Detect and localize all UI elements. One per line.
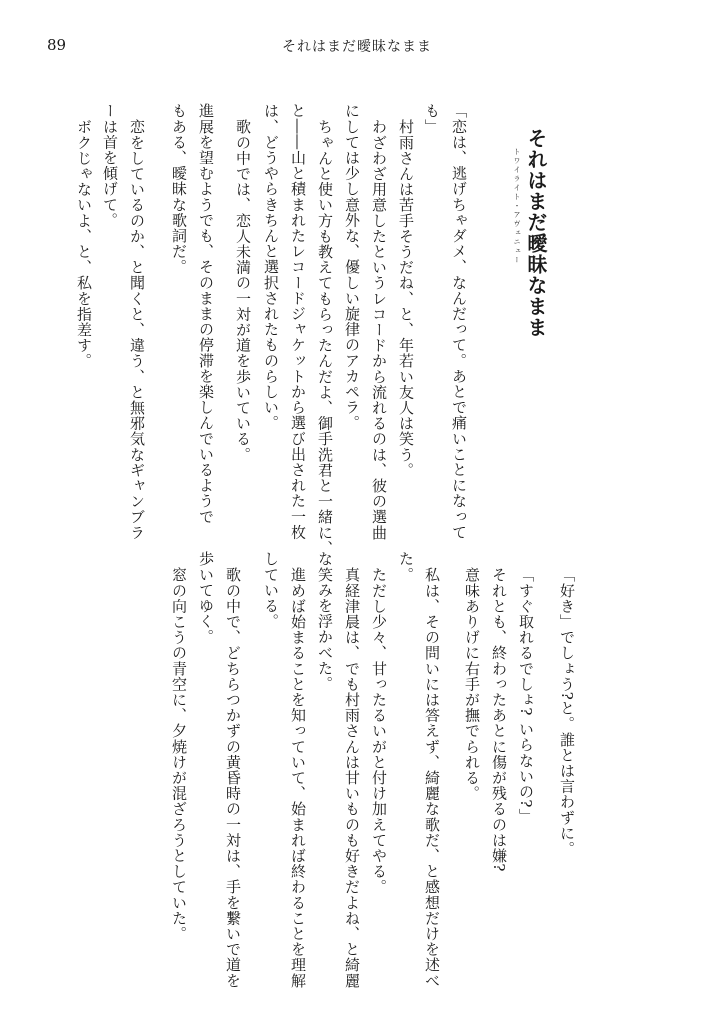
lower-line-8: 真経津晨は、でも村雨さんは甘いものも好きだよね、と綺麗: [343, 567, 361, 989]
upper-line-5: にしては少し意外な、優しい旋律のアカペラ。: [343, 103, 361, 431]
upper-line-12: 恋をしているのか、と聞くと、違う、と無邪気なギャンブラ: [128, 119, 146, 541]
lower-line-6: た。: [397, 551, 415, 583]
upper-line-14: ボクじゃないよ、と、私を指差す。: [75, 119, 93, 369]
lower-line-11: している。: [262, 551, 280, 629]
lower-line-5: 私は、その問いには答えず、綺麗な歌だ、と感想だけを述べ: [423, 567, 441, 989]
lower-line-10: 進めば始まることを知っていて、始まれば終わることを理解: [289, 567, 307, 989]
lower-line-4: 意味ありげに右手が撫でられる。: [463, 567, 481, 801]
lower-line-9: な笑みを浮かべた。: [316, 551, 334, 692]
chapter-title: それはまだ曖昧なまま: [524, 128, 548, 338]
upper-line-1: 「恋は、逃げちゃダメ、なんだって。あとで痛いことになって: [450, 103, 468, 540]
upper-line-4: わざわざ用意したというレコードから流れるのは、彼の選曲: [370, 119, 388, 541]
upper-line-3: 村雨さんは苦手そうだね、と、年若い友人は笑う。: [397, 119, 415, 478]
lower-line-3: それとも、終わったあとに傷が残るのは嫌?: [490, 567, 508, 873]
upper-line-8: は、どうやらきちんと選択されたものらしい。: [262, 103, 280, 431]
chapter-title-ruby: トワイライト・アヴェニュー: [513, 148, 521, 265]
upper-line-9: 歌の中では、恋人未満の一対が道を歩いている。: [234, 119, 252, 463]
upper-line-13: ーは首を傾げて。: [101, 103, 119, 228]
running-title: それはまだ曖昧なまま: [282, 39, 432, 55]
upper-line-2: も」: [423, 103, 441, 135]
upper-line-6: ちゃんと使い方も教えてもらったんだよ、御手洗君と一緒に、: [316, 119, 334, 556]
upper-line-10: 進展を望むようでも、そのままの停滞を楽しんでいるようで: [197, 103, 215, 525]
upper-line-7: と――山と積まれたレコードジャケットから選び出された一枚: [289, 103, 307, 540]
lower-line-12: 歌の中で、どちらつかずの黄昏時の一対は、手を繋いで道を: [224, 567, 242, 989]
lower-line-13: 歩いてゆく。: [197, 551, 215, 645]
lower-line-14: 窓の向こうの青空に、夕焼けが混ざろうとしていた。: [170, 567, 188, 942]
lower-line-2: 「すぐ取れるでしょ? いらないの?」: [517, 567, 535, 824]
upper-line-11: もある、曖昧な歌詞だ。: [170, 103, 188, 275]
page-number: 89: [47, 36, 67, 54]
lower-line-1: 「好き」でしょう?と。誰とは言わずに。: [558, 567, 576, 857]
lower-line-7: ただし少々、甘ったるいがと付け加えてやる。: [370, 567, 388, 895]
